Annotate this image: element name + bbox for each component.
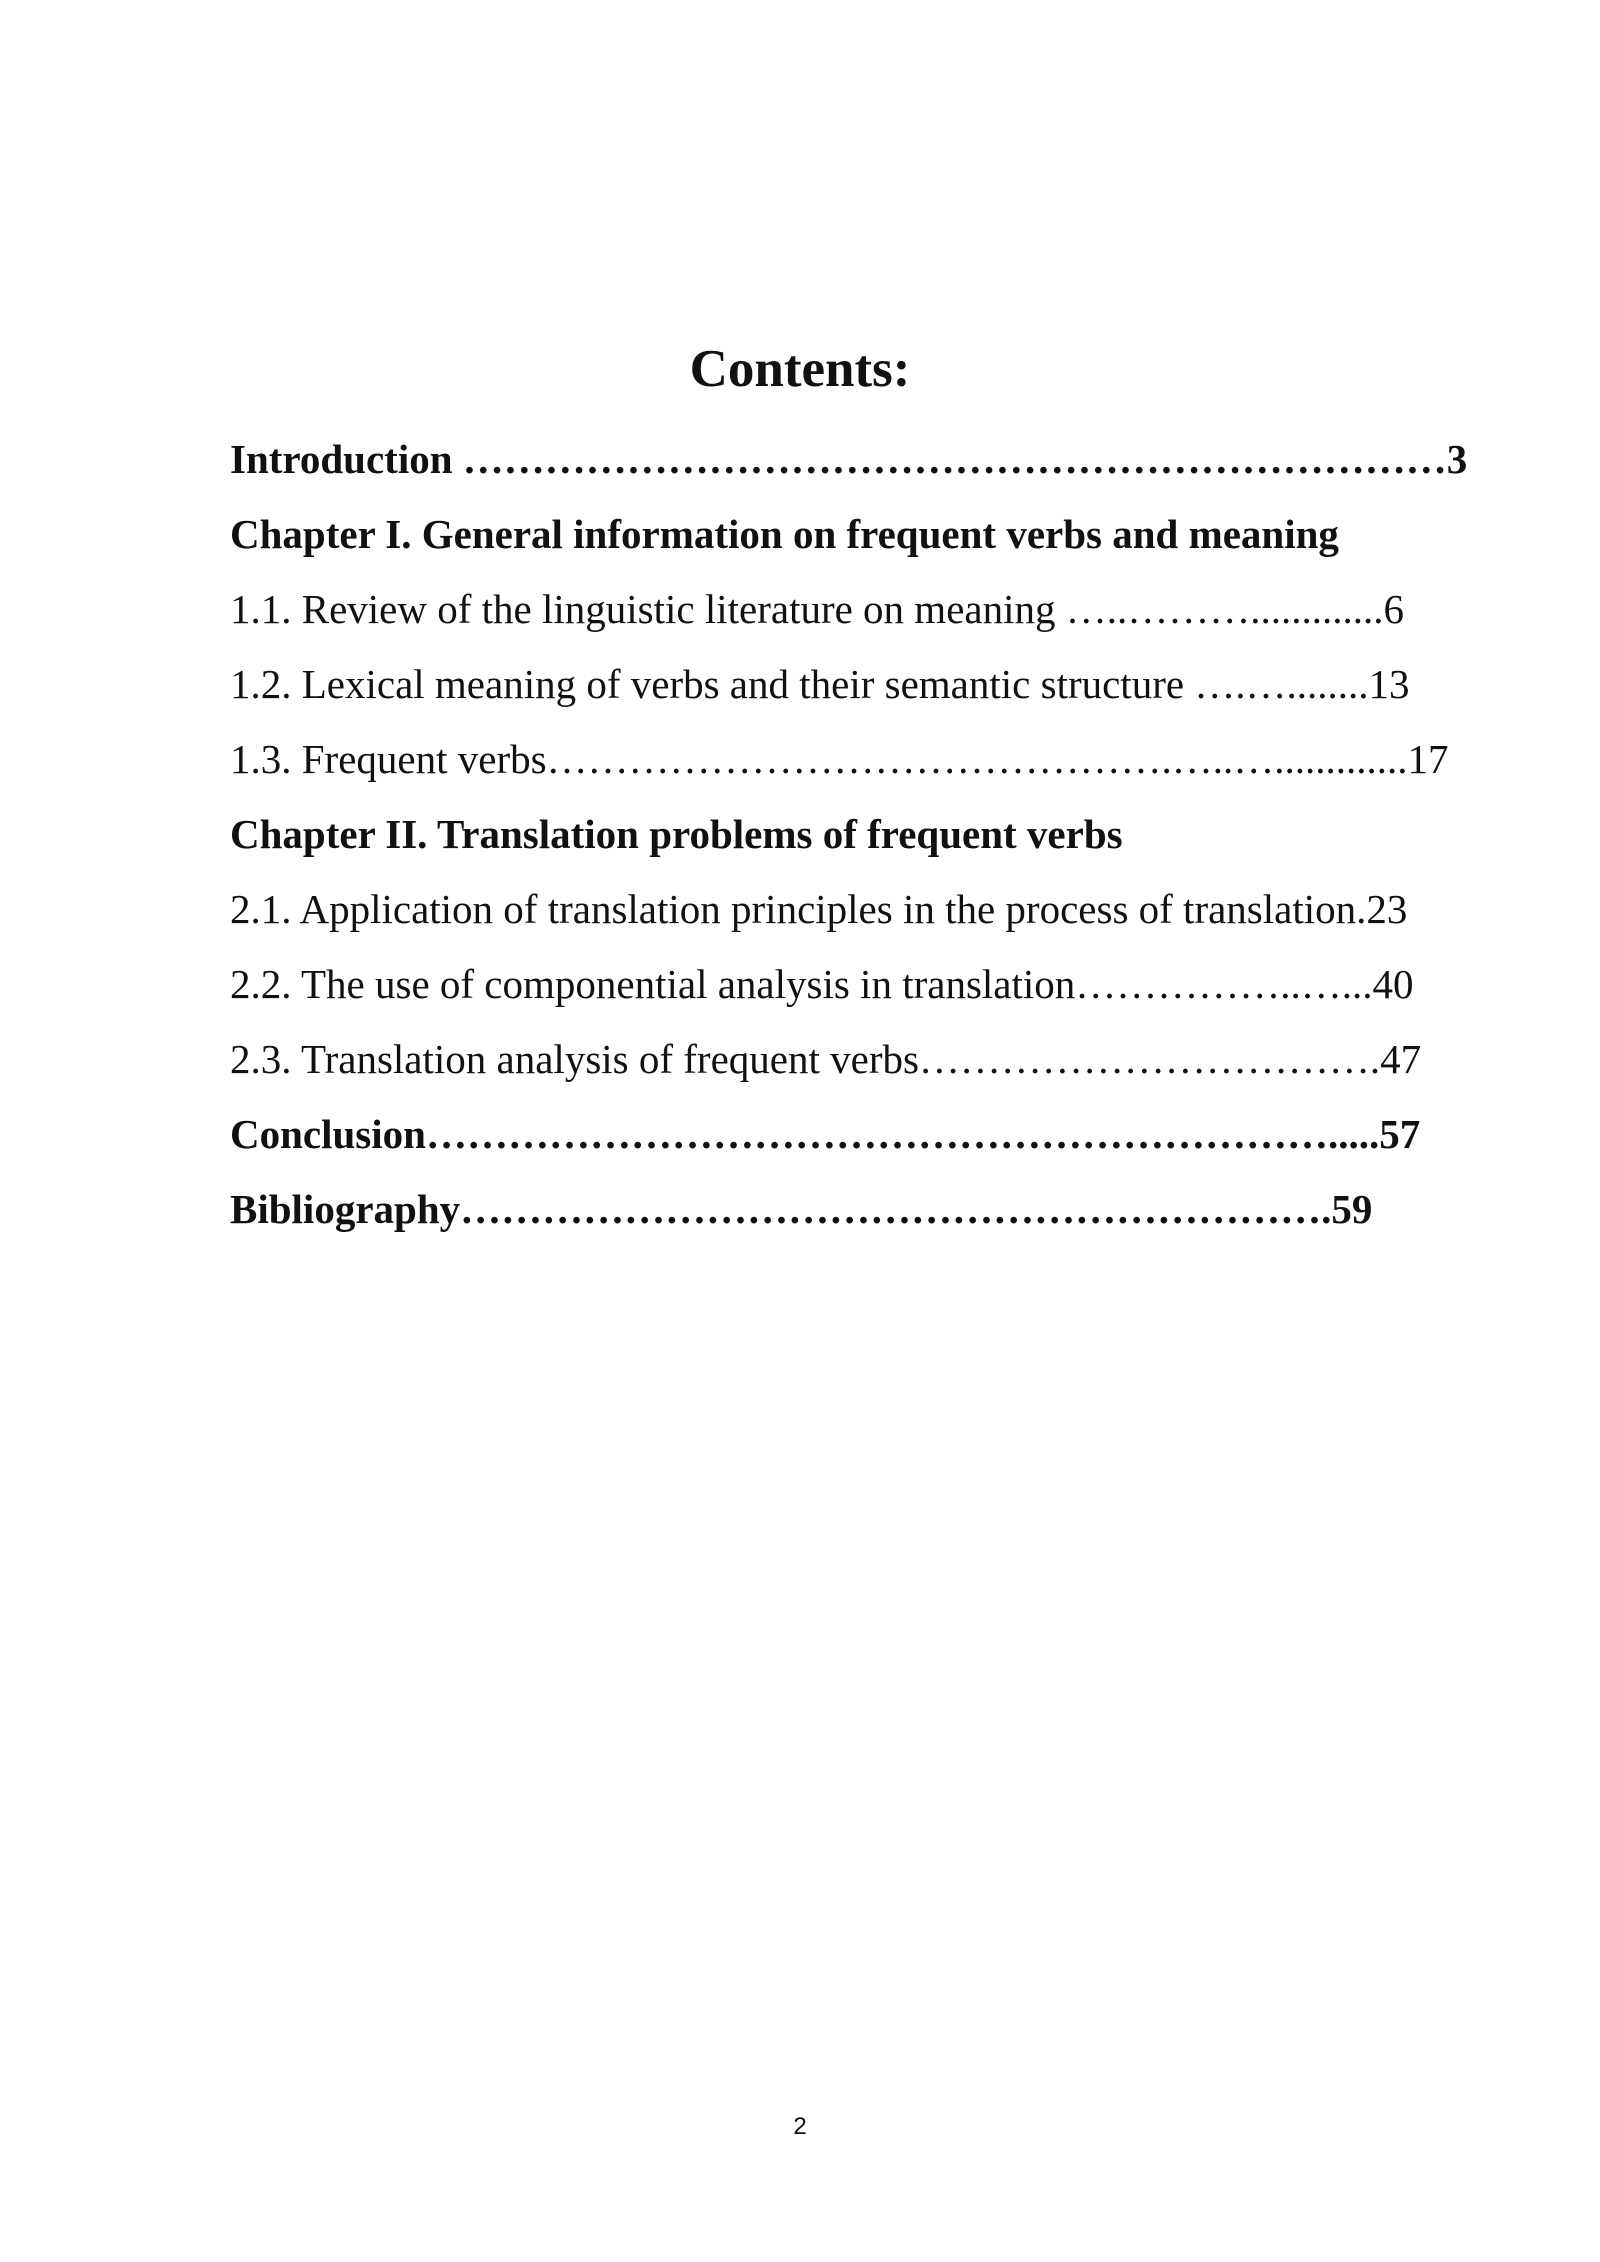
toc-entry-bibliography [230, 1175, 1520, 1250]
toc-entry-text: 2.1. Application of translation principles in the process of translation.23 [230, 886, 1408, 932]
toc-entry-section-2-3 [230, 1025, 1520, 1100]
toc-entry-section-1-3 [230, 725, 1520, 800]
toc-entry-section-1-2 [230, 650, 1520, 725]
toc-entry-text: 1.2. Lexical meaning of verbs and their semantic structure ….…........13 [230, 661, 1410, 707]
toc-entry-text: 2.3. Translation analysis of frequent verbs…………………………….47 [230, 1036, 1422, 1082]
toc-entry-section-1-1 [230, 575, 1520, 650]
table-of-contents [230, 425, 1520, 1250]
toc-entry-chapter-2 [230, 800, 1520, 875]
page-number: 2 [793, 2113, 807, 2140]
toc-entry-text: Bibliography……………………………………………………….59 [230, 1186, 1373, 1232]
toc-entry-text: Chapter I. General information on frequent verbs and meaning [230, 511, 1339, 557]
toc-entry-text: 1.3. Frequent verbs……………………………………….…..….............17 [230, 736, 1449, 782]
page-title: Contents: [689, 340, 911, 398]
toc-entry-text: 2.2. The use of componential analysis in translation……………..…...40 [230, 961, 1414, 1007]
toc-entry-text: Chapter II. Translation problems of frequent verbs [230, 811, 1123, 857]
toc-entry-introduction [230, 425, 1520, 500]
toc-entry-section-2-1 [230, 875, 1520, 950]
toc-entry-text: Introduction ………………………………………………………………3 [230, 436, 1468, 482]
toc-entry-section-2-2 [230, 950, 1520, 1025]
toc-entry-chapter-1 [230, 500, 1520, 575]
toc-entry-text: 1.1. Review of the linguistic literature on meaning …..……….............6 [230, 586, 1404, 632]
toc-entry-conclusion [230, 1100, 1520, 1175]
toc-entry-text: Conclusion………………………………………………………….....57 [230, 1111, 1421, 1157]
